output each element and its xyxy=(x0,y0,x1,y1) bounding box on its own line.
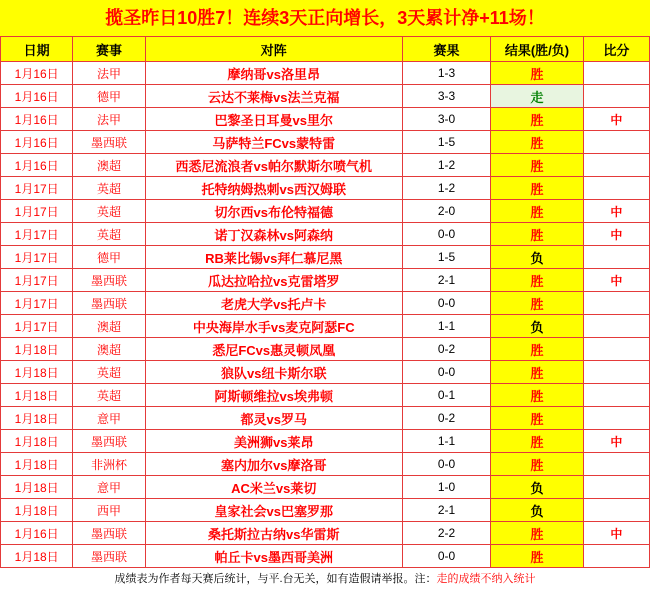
cell-winlose: 胜 xyxy=(491,200,583,223)
cell-league: 墨西联 xyxy=(73,430,145,453)
cell-league: 意甲 xyxy=(73,476,145,499)
footer-note xyxy=(0,568,650,590)
cell-score xyxy=(583,85,649,108)
cell-result: 0-0 xyxy=(402,223,490,246)
cell-match: 云达不莱梅vs法兰克福 xyxy=(145,85,402,108)
cell-match: 老虎大学vs托卢卡 xyxy=(145,292,402,315)
cell-league: 墨西联 xyxy=(73,269,145,292)
cell-result: 0-0 xyxy=(402,453,490,476)
cell-match: 诺丁汉森林vs阿森纳 xyxy=(145,223,402,246)
cell-league: 墨西联 xyxy=(73,292,145,315)
table-body xyxy=(1,62,650,568)
cell-match: 悉尼FCvs惠灵顿凤凰 xyxy=(145,338,402,361)
cell-league: 墨西联 xyxy=(73,545,145,568)
cell-date: 1月17日 xyxy=(1,315,73,338)
cell-result: 1-2 xyxy=(402,154,490,177)
cell-date: 1月18日 xyxy=(1,338,73,361)
cell-date: 1月18日 xyxy=(1,476,73,499)
cell-date: 1月18日 xyxy=(1,545,73,568)
cell-result: 0-0 xyxy=(402,361,490,384)
cell-winlose: 胜 xyxy=(491,453,583,476)
cell-date: 1月17日 xyxy=(1,292,73,315)
table-row xyxy=(1,246,650,269)
cell-result: 0-2 xyxy=(402,338,490,361)
cell-score xyxy=(583,476,649,499)
cell-winlose: 胜 xyxy=(491,384,583,407)
table-row xyxy=(1,522,650,545)
cell-match: 皇家社会vs巴塞罗那 xyxy=(145,499,402,522)
cell-match: 马萨特兰FCvs蒙特雷 xyxy=(145,131,402,154)
table-row xyxy=(1,108,650,131)
cell-winlose: 胜 xyxy=(491,154,583,177)
cell-league: 澳超 xyxy=(73,338,145,361)
table-row xyxy=(1,361,650,384)
cell-winlose: 负 xyxy=(491,246,583,269)
table-row xyxy=(1,315,650,338)
cell-date: 1月17日 xyxy=(1,200,73,223)
cell-date: 1月17日 xyxy=(1,223,73,246)
cell-score: 中 xyxy=(583,200,649,223)
cell-score: 中 xyxy=(583,108,649,131)
cell-league: 德甲 xyxy=(73,246,145,269)
cell-league: 法甲 xyxy=(73,108,145,131)
cell-result: 2-1 xyxy=(402,269,490,292)
cell-league: 法甲 xyxy=(73,62,145,85)
cell-result: 3-0 xyxy=(402,108,490,131)
cell-league: 英超 xyxy=(73,223,145,246)
cell-score xyxy=(583,384,649,407)
cell-league: 英超 xyxy=(73,200,145,223)
cell-result: 1-1 xyxy=(402,430,490,453)
cell-result: 1-0 xyxy=(402,476,490,499)
cell-match: 摩纳哥vs洛里昂 xyxy=(145,62,402,85)
cell-league: 意甲 xyxy=(73,407,145,430)
table-row xyxy=(1,131,650,154)
cell-score xyxy=(583,292,649,315)
cell-league: 英超 xyxy=(73,361,145,384)
table-row xyxy=(1,545,650,568)
table-row xyxy=(1,476,650,499)
cell-score xyxy=(583,154,649,177)
cell-match: 桑托斯拉古纳vs华雷斯 xyxy=(145,522,402,545)
cell-date: 1月18日 xyxy=(1,361,73,384)
cell-score xyxy=(583,177,649,200)
cell-match: 狼队vs纽卡斯尔联 xyxy=(145,361,402,384)
cell-winlose: 胜 xyxy=(491,223,583,246)
cell-result: 3-3 xyxy=(402,85,490,108)
table-header-row xyxy=(1,37,650,62)
cell-result: 0-0 xyxy=(402,545,490,568)
cell-winlose: 胜 xyxy=(491,108,583,131)
table-row xyxy=(1,384,650,407)
cell-score xyxy=(583,338,649,361)
cell-match: 瓜达拉哈拉vs克雷塔罗 xyxy=(145,269,402,292)
cell-match: 中央海岸水手vs麦克阿瑟FC xyxy=(145,315,402,338)
cell-match: 托特纳姆热刺vs西汉姆联 xyxy=(145,177,402,200)
cell-result: 1-3 xyxy=(402,62,490,85)
cell-match: 帕丘卡vs墨西哥美洲 xyxy=(145,545,402,568)
header-winlose: 结果(胜/负) xyxy=(491,37,583,62)
table-row xyxy=(1,85,650,108)
cell-date: 1月17日 xyxy=(1,246,73,269)
cell-result: 1-1 xyxy=(402,315,490,338)
cell-league: 墨西联 xyxy=(73,131,145,154)
cell-match: 塞内加尔vs摩洛哥 xyxy=(145,453,402,476)
cell-result: 1-5 xyxy=(402,246,490,269)
cell-score xyxy=(583,131,649,154)
cell-date: 1月18日 xyxy=(1,499,73,522)
cell-league: 澳超 xyxy=(73,315,145,338)
cell-winlose: 胜 xyxy=(491,361,583,384)
cell-winlose: 胜 xyxy=(491,407,583,430)
results-table xyxy=(0,36,650,568)
table-row xyxy=(1,499,650,522)
cell-date: 1月18日 xyxy=(1,384,73,407)
cell-winlose: 胜 xyxy=(491,338,583,361)
cell-winlose: 胜 xyxy=(491,269,583,292)
cell-league: 英超 xyxy=(73,384,145,407)
cell-winlose: 负 xyxy=(491,499,583,522)
header-date: 日期 xyxy=(1,37,73,62)
table-row xyxy=(1,292,650,315)
cell-winlose: 胜 xyxy=(491,131,583,154)
table-row xyxy=(1,177,650,200)
cell-result: 0-0 xyxy=(402,292,490,315)
cell-match: RB莱比锡vs拜仁慕尼黑 xyxy=(145,246,402,269)
table-row xyxy=(1,154,650,177)
cell-league: 西甲 xyxy=(73,499,145,522)
cell-date: 1月16日 xyxy=(1,62,73,85)
table-row xyxy=(1,200,650,223)
table-row xyxy=(1,269,650,292)
cell-score xyxy=(583,453,649,476)
cell-winlose: 负 xyxy=(491,315,583,338)
cell-date: 1月18日 xyxy=(1,430,73,453)
cell-match: 阿斯顿维拉vs埃弗顿 xyxy=(145,384,402,407)
cell-score xyxy=(583,361,649,384)
cell-score xyxy=(583,315,649,338)
cell-score xyxy=(583,62,649,85)
table-row xyxy=(1,453,650,476)
cell-date: 1月16日 xyxy=(1,85,73,108)
cell-date: 1月18日 xyxy=(1,453,73,476)
cell-score: 中 xyxy=(583,223,649,246)
table-row xyxy=(1,62,650,85)
cell-date: 1月18日 xyxy=(1,407,73,430)
cell-result: 0-1 xyxy=(402,384,490,407)
footer-note-text: 走的成绩不纳入统计 xyxy=(436,573,536,585)
cell-winlose: 胜 xyxy=(491,177,583,200)
cell-result: 2-0 xyxy=(402,200,490,223)
page-title: 揽圣昨日10胜7！连续3天正向增长，3天累计净+11场！ xyxy=(0,0,650,36)
cell-score xyxy=(583,545,649,568)
cell-league: 非洲杯 xyxy=(73,453,145,476)
cell-date: 1月16日 xyxy=(1,154,73,177)
cell-result: 2-2 xyxy=(402,522,490,545)
header-score: 比分 xyxy=(583,37,649,62)
cell-result: 0-2 xyxy=(402,407,490,430)
header-match: 对阵 xyxy=(145,37,402,62)
cell-league: 墨西联 xyxy=(73,522,145,545)
table-row xyxy=(1,430,650,453)
cell-winlose: 胜 xyxy=(491,545,583,568)
cell-league: 德甲 xyxy=(73,85,145,108)
cell-match: 巴黎圣日耳曼vs里尔 xyxy=(145,108,402,131)
header-result: 赛果 xyxy=(402,37,490,62)
cell-match: 西悉尼流浪者vs帕尔默斯尔喷气机 xyxy=(145,154,402,177)
cell-score: 中 xyxy=(583,269,649,292)
cell-winlose: 胜 xyxy=(491,430,583,453)
cell-result: 1-2 xyxy=(402,177,490,200)
cell-winlose: 胜 xyxy=(491,62,583,85)
cell-winlose: 胜 xyxy=(491,292,583,315)
cell-match: 都灵vs罗马 xyxy=(145,407,402,430)
cell-score xyxy=(583,499,649,522)
cell-date: 1月17日 xyxy=(1,177,73,200)
cell-winlose: 走 xyxy=(491,85,583,108)
cell-league: 英超 xyxy=(73,177,145,200)
cell-league: 澳超 xyxy=(73,154,145,177)
cell-winlose: 负 xyxy=(491,476,583,499)
cell-result: 1-5 xyxy=(402,131,490,154)
cell-date: 1月16日 xyxy=(1,108,73,131)
cell-date: 1月16日 xyxy=(1,522,73,545)
cell-date: 1月17日 xyxy=(1,269,73,292)
table-row xyxy=(1,407,650,430)
cell-score xyxy=(583,407,649,430)
cell-score xyxy=(583,246,649,269)
cell-match: 切尔西vs布伦特福德 xyxy=(145,200,402,223)
cell-winlose: 胜 xyxy=(491,522,583,545)
table-row xyxy=(1,338,650,361)
cell-match: 美洲狮vs莱昂 xyxy=(145,430,402,453)
cell-result: 2-1 xyxy=(402,499,490,522)
table-row xyxy=(1,223,650,246)
footer-main-text: 成绩表为作者每天赛后统计，与平.台无关，如有造假请举报。注： xyxy=(114,573,437,585)
cell-score: 中 xyxy=(583,430,649,453)
cell-match: AC米兰vs莱切 xyxy=(145,476,402,499)
cell-score: 中 xyxy=(583,522,649,545)
header-league: 赛事 xyxy=(73,37,145,62)
cell-date: 1月16日 xyxy=(1,131,73,154)
